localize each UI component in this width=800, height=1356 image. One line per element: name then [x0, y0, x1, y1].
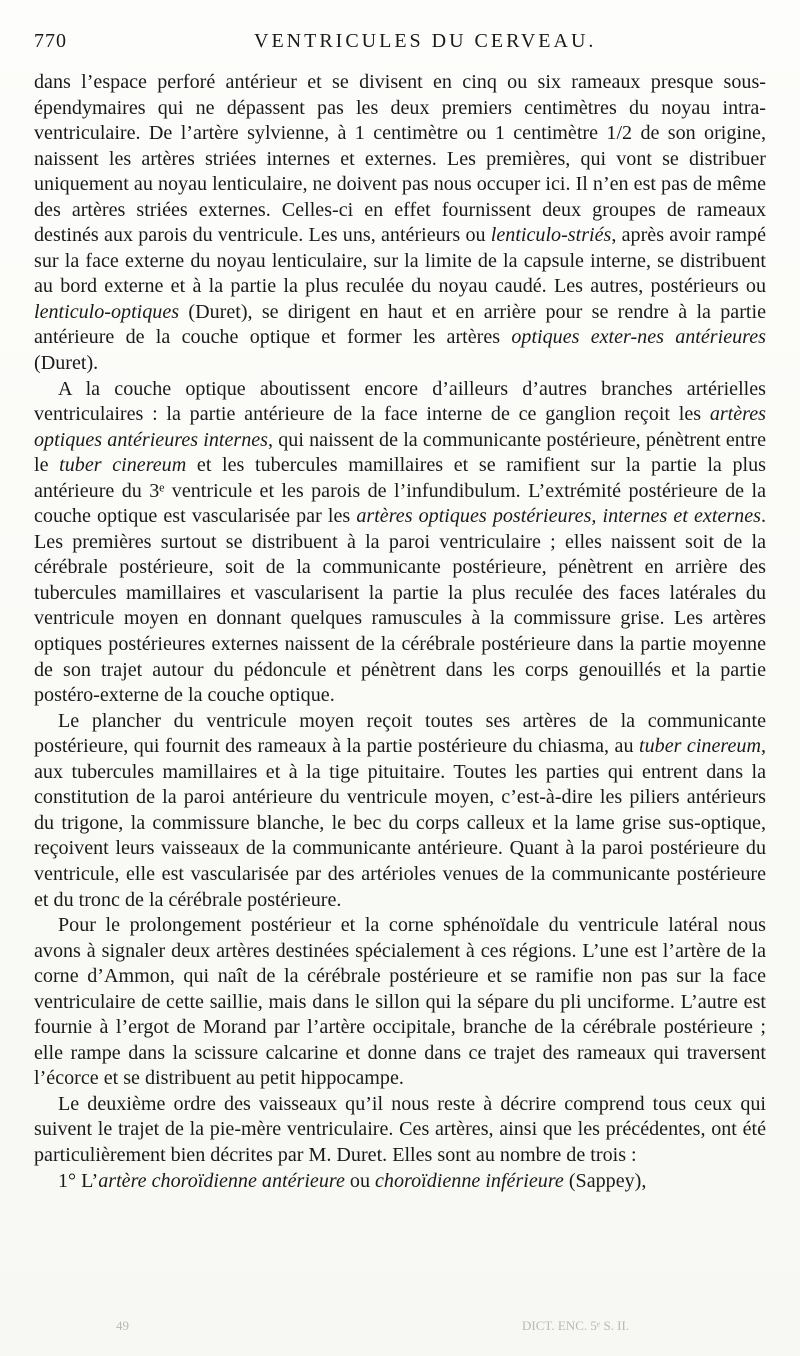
text-run: ou	[344, 1169, 376, 1192]
italic-term: tuber cinereum	[639, 735, 761, 758]
text-run: Le deuxième ordre des vaisseaux qu’il nous reste à décrire comprend tous ceux qui suivent le trajet de la pie-mère ventriculaire. Ces artères, ainsi que les précédentes, ont été particulièrement bien décrites par M. Duret. Elles sont au nombre de trois :	[34, 1092, 766, 1166]
text-run: , aux tubercules mamillaires et à la tige pituitaire. Toutes les parties qui entrent dans la constitution de la paroi antérieure du ventricule moyen, c’est-à-dire les piliers antérieurs du trigone, la commissure blanche, le bec du corps calleux et la lame grise sus-optique, reçoivent leurs vaisseaux de la communicante antérieure. Quant à la paroi postérieure du ventricule, elle est vascularisée par des artérioles venues de la communicante postérieure et du tronc de la cérébrale postérieure.	[34, 735, 766, 911]
italic-term: choroïdienne inférieure	[375, 1169, 564, 1192]
running-head: VENTRICULES DU CERVEAU.	[254, 30, 597, 52]
text-run: (Duret).	[34, 352, 99, 375]
italic-term: optiques exter-nes antérieures	[511, 326, 766, 349]
text-run: Le plancher du ventricule moyen reçoit toutes ses artères de la communicante postérieure, qui fournit des rameaux à la partie postérieure du chiasma, au	[34, 709, 766, 758]
text-run: dans l’espace perforé antérieur et se divisent en cinq ou six rameaux presque sous-épendymaires qui ne dépassent pas les deux premiers centimètres du noyau intra-ventriculaire. De l’artère sylvienne, à 1 centimètre ou 1 centimètre 1/2 de son origine, naissent les artères striées internes et externes. Les premières, qui vont se distribuer uniquement au noyau lenticulaire, ne doivent pas nous occuper ici. Il n’en est pas de même des artères striées externes. Celles-ci en effet fournissent deux groupes de rameaux destinés aux parois du ventricule. Les uns, antérieurs ou	[34, 71, 766, 247]
page-number: 770	[34, 30, 67, 52]
signature-mark: 49	[116, 1318, 129, 1333]
text-run: . Les premières surtout se distribuent à la paroi ventriculaire ; elles naissent soit de la cérébrale postérieure, soit de la communicante postérieure, pénètrent en arrière des tubercules mamillaires et vascularisent la partie la plus reculée des faces latérales du ventricule moyen en donnant quelques ramuscules à la commissure grise. Les artères optiques postérieures externes naissent de la cérébrale postérieure dans la partie moyenne de son trajet autour du pédoncule et pénètrent dans les corps genouillés et la partie postéro-externe de la couche optique.	[34, 505, 766, 707]
imprint-line: DICT. ENC. 5ᵉ S. II.	[522, 1318, 630, 1333]
text-run: et les tubercules mamillaires et se ramifient sur la partie la plus antérieure du 3ᵉ ventricule et les parois de l’infundibulum. L’extrémité postérieure de la couche optique est vascularisée par les	[34, 454, 766, 528]
page-header	[34, 30, 766, 64]
italic-term: artère choroïdienne antérieure	[98, 1169, 345, 1192]
italic-term: tuber cinereum	[59, 454, 187, 477]
paragraph	[34, 709, 766, 913]
italic-term: lenticulo-optiques	[34, 300, 180, 323]
paragraph	[34, 1169, 766, 1195]
body-text	[34, 70, 766, 1194]
paragraph	[34, 377, 766, 709]
text-run: (Sappey),	[563, 1169, 647, 1192]
paragraph	[34, 913, 766, 1092]
italic-term: artères optiques antérieures internes	[34, 403, 766, 451]
italic-term: lenticulo-striés	[490, 224, 612, 247]
text-run: 1° L’	[58, 1169, 99, 1192]
text-run: A la couche optique aboutissent encore d’ailleurs d’autres branches artérielles ventriculaires : la partie antérieure de la face interne de ce ganglion reçoit les	[34, 377, 766, 426]
italic-term: artères optiques postérieures, internes et externes	[356, 505, 761, 528]
text-run: , qui naissent de la communicante postérieure, pénètrent entre le	[34, 428, 767, 477]
text-run: , après avoir rampé sur la face externe du noyau lenticulaire, sur la limite de la capsule interne, se distribuent au bord externe et à la partie la plus reculée du noyau caudé. Les autres, postérieurs ou	[34, 224, 766, 298]
text-run: (Duret), se dirigent en haut et en arrière pour se rendre à la partie antérieure de la couche optique et former les artères	[34, 300, 766, 349]
paragraph	[34, 70, 766, 377]
paragraph	[34, 1092, 766, 1169]
text-run: Pour le prolongement postérieur et la corne sphénoïdale du ventricule latéral nous avons à signaler deux artères destinées spécialement à ces régions. L’une est l’artère de la corne d’Ammon, qui naît de la cérébrale postérieure et se ramifie non pas sur la face ventriculaire de cette saillie, mais dans le sillon qui la sépare du pli unciforme. L’autre est fournie à l’ergot de Morand par l’artère occipitale, branche de la cérébrale postérieure ; elle rampe dans la scissure calcarine et donne dans ce trajet des rameaux qui traversent l’écorce et se distribuent au petit hippocampe.	[34, 914, 766, 1090]
